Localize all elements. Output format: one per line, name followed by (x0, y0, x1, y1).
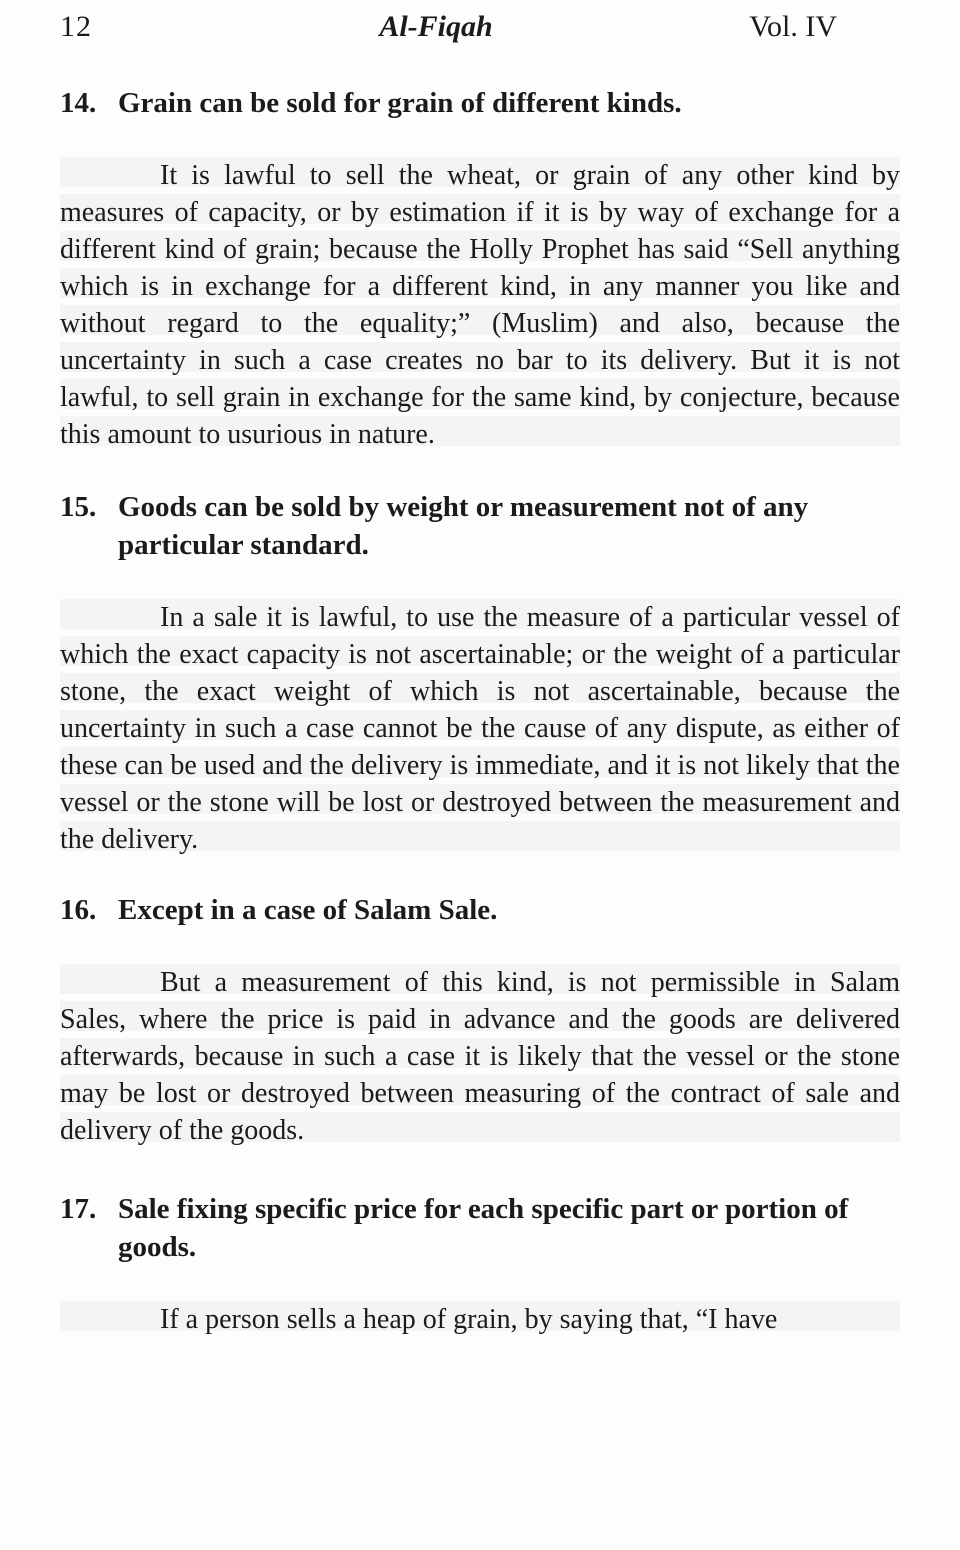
section-heading-text: Goods can be sold by weight or measurement not of any particular standard. (118, 491, 809, 561)
section-heading-text: Sale fixing specific price for each specific part or portion of goods. (118, 1193, 849, 1263)
section-paragraph: In a sale it is lawful, to use the measure of a particular vessel of which the exact capacity is not ascertainable; or the weight of a particular stone, the exact weight of which is not ascertainable, because the uncertainty in such a case cannot be the cause of any dispute, as either of these can be used and the delivery is immediate, and it is not likely that the vessel or the stone will be lost or destroyed between the measurement and the delivery. (60, 599, 900, 858)
section-heading-text: Except in a case of Salam Sale. (118, 894, 498, 926)
section-heading-text: Grain can be sold for grain of different kinds. (118, 87, 682, 119)
section-14 (60, 84, 900, 453)
section-paragraph: It is lawful to sell the wheat, or grain of any other kind by measures of capacity, or by estimation if it is by way of exchange for a different kind of grain; because the Holly Prophet has said “Sell anything which is in exchange for a different kind, in any manner you like and without regard to the equality;” (Muslim) and also, because the uncertainty in such a case creates no bar to its delivery. But it is not lawful, to sell grain in exchange for the same kind, by conjecture, because this amount to usurious in nature. (60, 157, 900, 453)
section-paragraph: If a person sells a heap of grain, by saying that, “I have (60, 1301, 900, 1338)
section-number: 16. (60, 894, 97, 926)
section-16 (60, 891, 900, 1149)
section-heading (60, 84, 900, 122)
page-header (60, 10, 900, 46)
section-heading (60, 488, 900, 564)
section-number: 15. (60, 491, 97, 523)
section-number: 14. (60, 87, 97, 119)
section-number: 17. (60, 1193, 97, 1225)
book-title: Al-Fiqah (379, 10, 493, 43)
section-15 (60, 488, 900, 858)
section-heading (60, 891, 900, 929)
page-number: 12 (60, 10, 92, 43)
section-17 (60, 1190, 900, 1338)
volume-label: Vol. IV (749, 10, 837, 43)
section-heading (60, 1190, 900, 1266)
section-paragraph: But a measurement of this kind, is not permissible in Salam Sales, where the price is paid in advance and the goods are delivered afterwards, because in such a case it is likely that the vessel or the stone may be lost or destroyed between measuring of the contract of sale and delivery of the goods. (60, 964, 900, 1149)
